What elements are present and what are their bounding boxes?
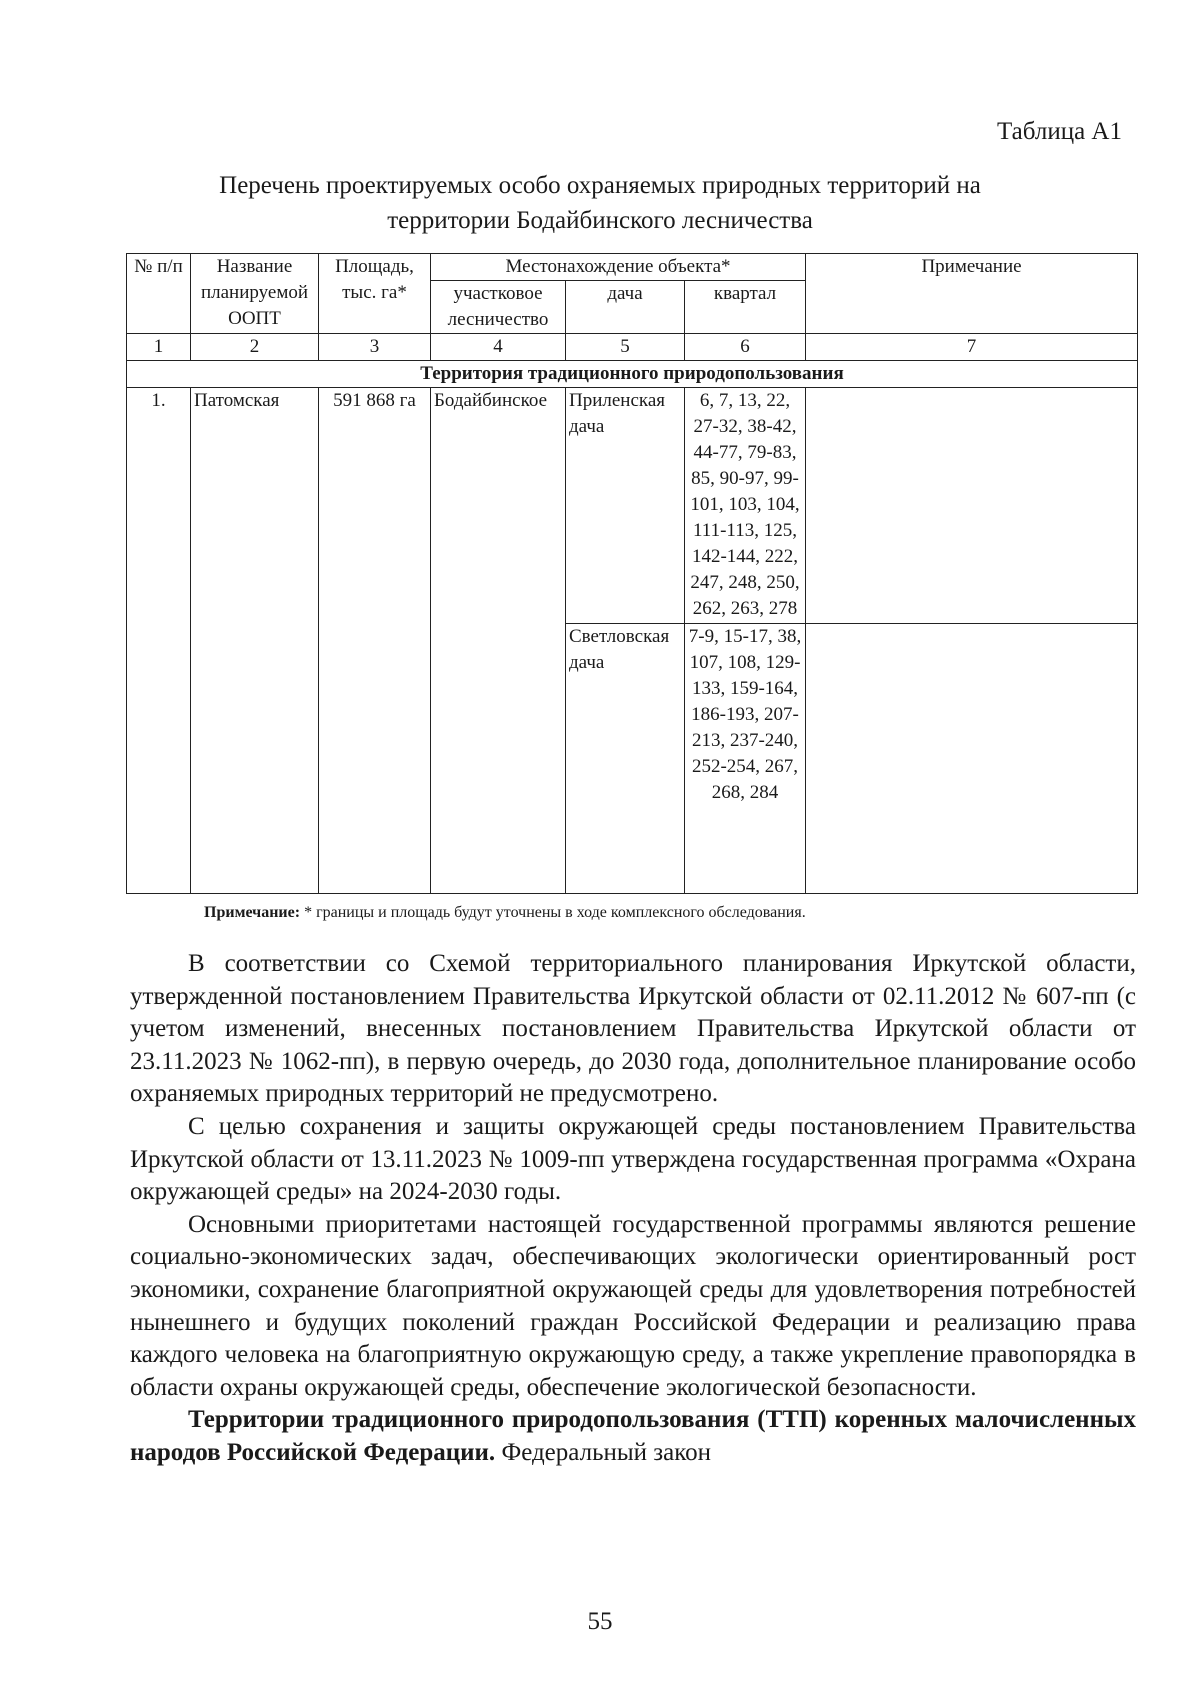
oopt-table: [126, 253, 1138, 894]
row-kvartal-1: 6, 7, 13, 22, 27-32, 38-42, 44-77, 79-83, 85, 90-97, 99-101, 103, 104, 111-113, 125, 142-144, 222, 247, 248, 250, 262, 263, 278: [685, 388, 806, 624]
footnote-text: * границы и площадь будут уточнены в ходе комплексного обследования.: [300, 904, 806, 921]
header-name: Название планируемой ООПТ: [191, 254, 319, 334]
section-row: [127, 361, 1138, 388]
header-area: Площадь, тыс. га*: [319, 254, 431, 334]
row-dacha-1: Приленская дача: [566, 388, 685, 624]
header-num: № п/п: [127, 254, 191, 334]
header-kvartal: квартал: [685, 281, 806, 334]
row-dacha-2: Светловская дача: [566, 624, 685, 894]
header-row-1: [127, 254, 1138, 281]
col-number: 6: [685, 334, 806, 361]
header-dacha: дача: [566, 281, 685, 334]
col-number: 5: [566, 334, 685, 361]
row-forestry: Бодайбинское: [431, 388, 566, 894]
col-number: 1: [127, 334, 191, 361]
section-title: Территория традиционного природопользования: [127, 361, 1138, 388]
table-caption: [130, 168, 1070, 238]
row-name: Патомская: [191, 388, 319, 894]
row-note-2: [806, 624, 1138, 894]
header-note: Примечание: [806, 254, 1138, 334]
paragraph: С целью сохранения и защиты окружающей среды постановлением Правительства Иркутской области от 13.11.2023 № 1009-пп утверждена государственная программа «Охрана окружающей среды» на 2024-2030 годы.: [130, 1112, 1136, 1206]
body-text: [130, 948, 1136, 1470]
caption-line-1: Перечень проектируемых особо охраняемых природных территорий на: [219, 172, 981, 199]
col-number: 3: [319, 334, 431, 361]
row-kvartal-2: 7-9, 15-17, 38, 107, 108, 129-133, 159-164, 186-193, 207-213, 237-240, 252-254, 267, 268, 284: [685, 624, 806, 894]
header-location: Местонахождение объекта*: [431, 254, 806, 281]
table-footnote: [204, 904, 806, 922]
row-note-1: [806, 388, 1138, 624]
paragraph: Основными приоритетами настоящей государственной программы являются решение социально-экономических задач, обеспечивающих экологически ориентированный рост экономики, сохранение благоприятной окружающей среды для удовлетворения потребностей нынешнего и будущих поколений граждан Российской Федерации и реализацию права каждого человека на благоприятную окружающую среду, а также укрепление правопорядка в области охраны окружающей среды, обеспечение экологической безопасности.: [130, 1210, 1136, 1401]
header-forestry: участковое лесничество: [431, 281, 566, 334]
col-number: 7: [806, 334, 1138, 361]
paragraph-rest: Федеральный закон: [495, 1438, 711, 1466]
footnote-label: Примечание:: [204, 904, 301, 921]
table-row: [127, 388, 1138, 624]
page-number: 55: [587, 1608, 613, 1635]
col-number: 4: [431, 334, 566, 361]
col-number: 2: [191, 334, 319, 361]
column-number-row: [127, 334, 1138, 361]
table-label: Таблица А1: [997, 118, 1122, 145]
paragraph: В соответствии со Схемой территориального планирования Иркутской области, утвержденной постановлением Правительства Иркутской области от 02.11.2012 № 607-пп (с учетом изменений, внесенных постановлением Правительства Иркутской области от 23.11.2023 № 1062-пп), в первую очередь, до 2030 года, дополнительное планирование особо охраняемых природных территорий не предусмотрено.: [130, 950, 1136, 1108]
paragraph-bold-lead: Территории традиционного природопользования (ТТП) коренных малочисленных народов Российской Федерации.: [130, 1406, 1136, 1466]
row-area: 591 868 га: [319, 388, 431, 894]
caption-line-2: территории Бодайбинского лесничества: [387, 207, 813, 234]
row-num: 1.: [127, 388, 191, 894]
paragraph: [130, 1404, 1136, 1469]
